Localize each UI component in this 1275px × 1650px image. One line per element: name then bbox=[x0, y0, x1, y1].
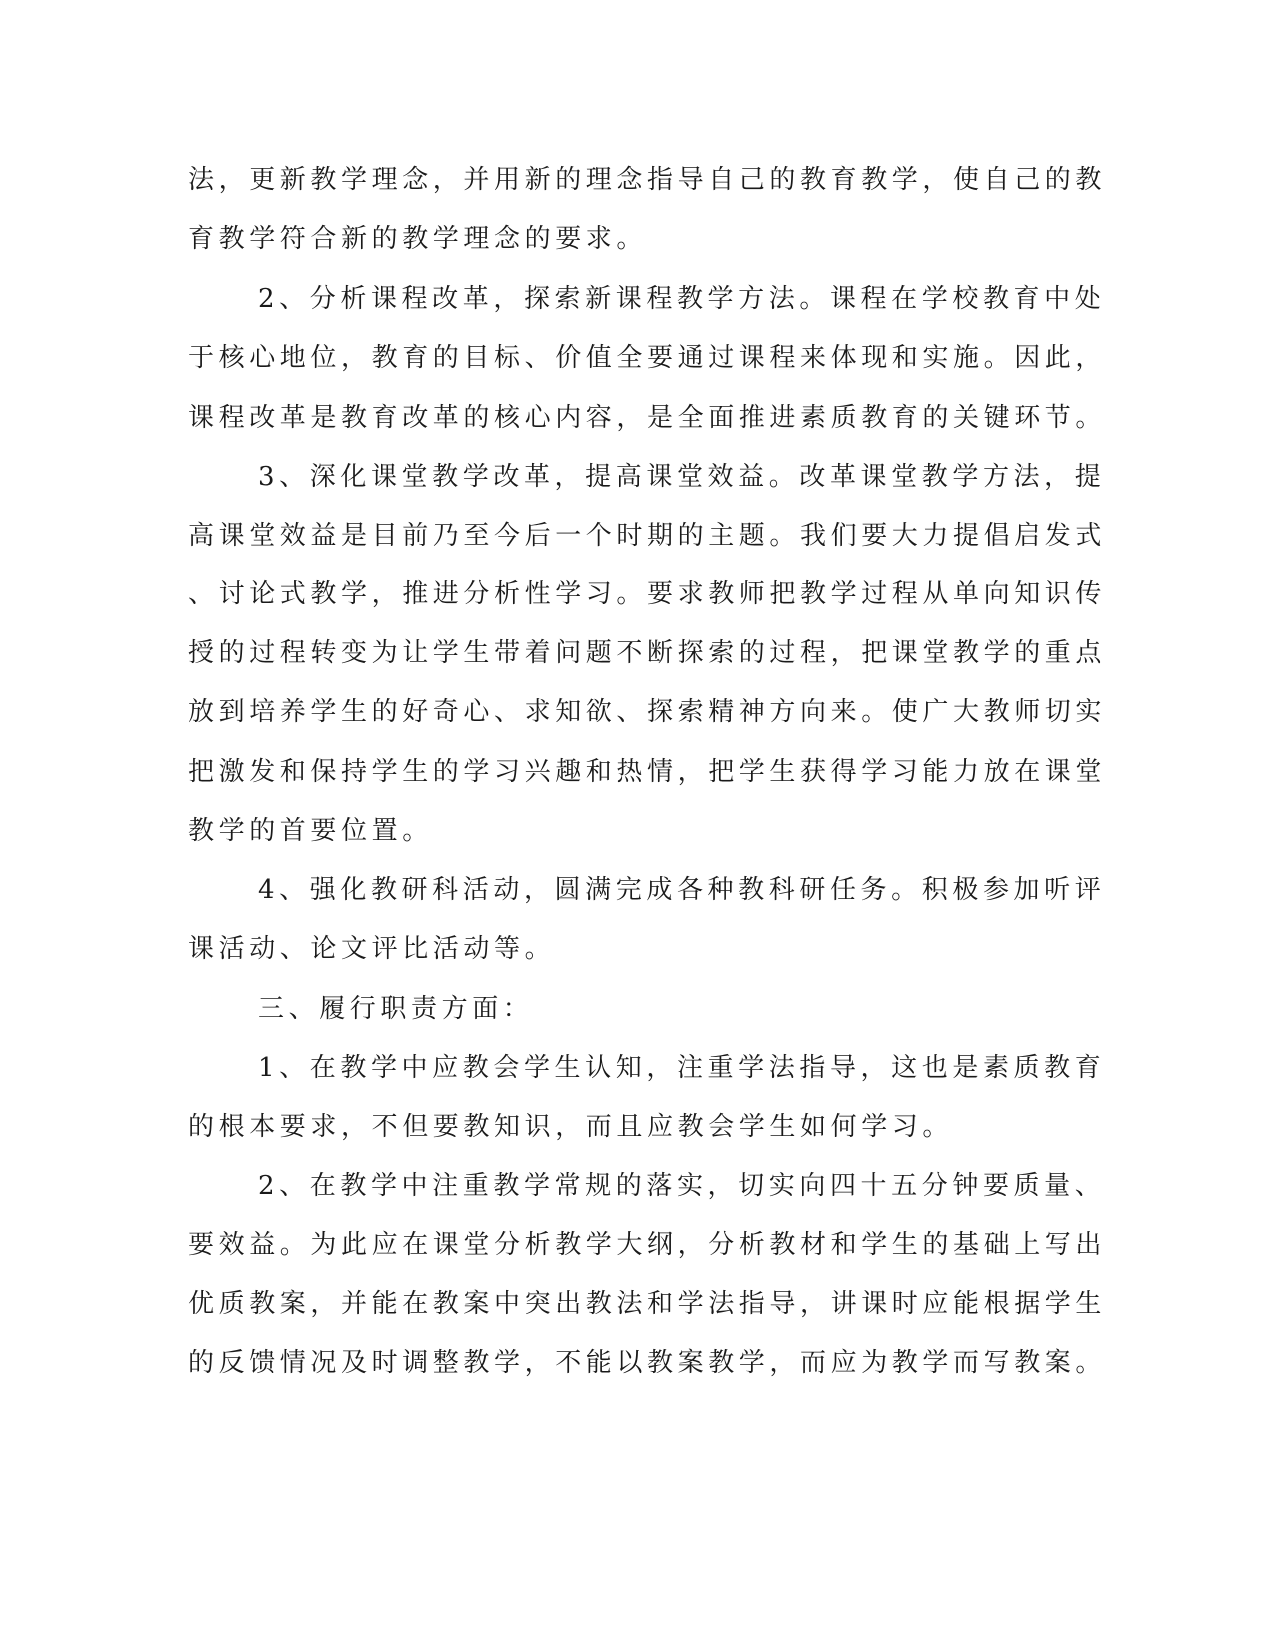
text-line: 的反馈情况及时调整教学，不能以教案教学，而应为教学而写教案。 bbox=[188, 1348, 1107, 1378]
paragraph-start-line: 3、深化课堂教学改革，提高课堂效益。改革课堂教学方法，提 bbox=[258, 462, 1106, 492]
text-line: 高课堂效益是目前乃至今后一个时期的主题。我们要大力提倡启发式 bbox=[188, 521, 1107, 551]
paragraph-start-line: 2、在教学中注重教学常规的落实，切实向四十五分钟要质量、 bbox=[258, 1171, 1106, 1201]
text-line: 课活动、论文评比活动等。 bbox=[188, 934, 556, 964]
text-line: 把激发和保持学生的学习兴趣和热情，把学生获得学习能力放在课堂 bbox=[188, 757, 1107, 787]
paragraph-start-line: 1、在教学中应教会学生认知，注重学法指导，这也是素质教育 bbox=[258, 1053, 1106, 1083]
section-heading: 三、履行职责方面： bbox=[258, 994, 534, 1024]
text-line: 要效益。为此应在课堂分析教学大纲，分析教材和学生的基础上写出 bbox=[188, 1230, 1107, 1260]
text-line: 的根本要求，不但要教知识，而且应教会学生如何学习。 bbox=[188, 1112, 954, 1142]
text-line: 放到培养学生的好奇心、求知欲、探索精神方向来。使广大教师切实 bbox=[188, 697, 1107, 727]
text-line: 课程改革是教育改革的核心内容，是全面推进素质教育的关键环节。 bbox=[188, 403, 1107, 433]
text-line: 于核心地位，教育的目标、价值全要通过课程来体现和实施。因此， bbox=[188, 343, 1107, 373]
paragraph-start-line: 4、强化教研科活动，圆满完成各种教科研任务。积极参加听评 bbox=[258, 875, 1106, 905]
text-line: 授的过程转变为让学生带着问题不断探索的过程，把课堂教学的重点 bbox=[188, 638, 1107, 668]
text-line: 教学的首要位置。 bbox=[188, 816, 433, 846]
text-line: 、讨论式教学，推进分析性学习。要求教师把教学过程从单向知识传 bbox=[188, 579, 1107, 609]
text-line: 法，更新教学理念，并用新的理念指导自己的教育教学，使自己的教 bbox=[188, 165, 1107, 195]
text-line: 优质教案，并能在教案中突出教法和学法指导，讲课时应能根据学生 bbox=[188, 1289, 1107, 1319]
paragraph-start-line: 2、分析课程改革，探索新课程教学方法。课程在学校教育中处 bbox=[258, 284, 1106, 314]
text-line: 育教学符合新的教学理念的要求。 bbox=[188, 224, 648, 254]
